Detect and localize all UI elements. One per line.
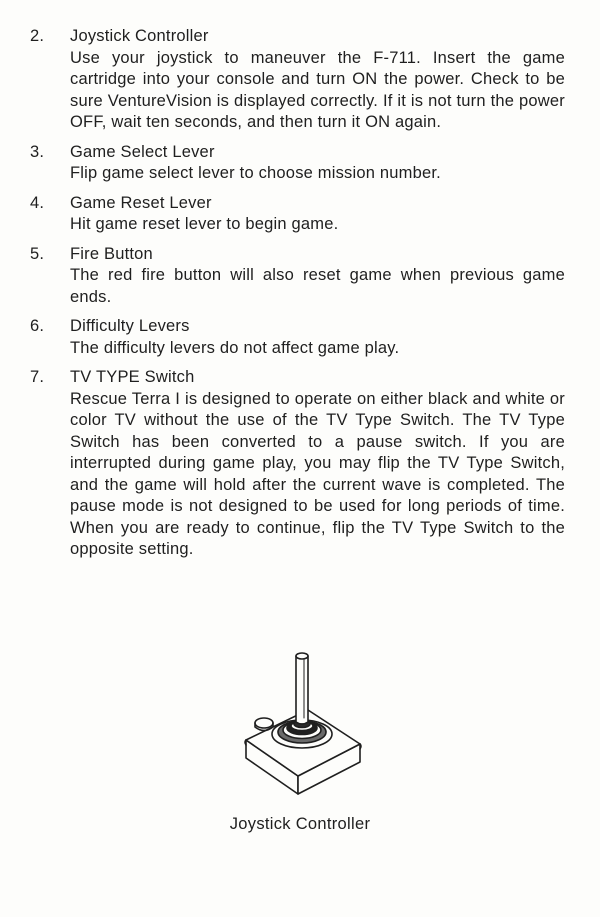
item-heading: Fire Button <box>70 244 153 263</box>
item-description: Hit game reset lever to begin game. <box>70 215 339 233</box>
list-item <box>30 244 565 309</box>
item-description: Flip game select lever to choose mission number. <box>70 164 441 182</box>
item-description: Use your joystick to maneuver the F-711. Insert the game cartridge into your console and turn ON the power. Check to be sure VentureVision is displayed correctly. If it is not turn the power OFF, wait ten seconds, and then turn it ON again. <box>70 48 565 131</box>
item-number: 7. <box>30 368 45 386</box>
item-heading: Joystick Controller <box>70 27 209 45</box>
item-body <box>70 244 565 309</box>
item-description: Rescue Terra I is designed to operate on either black and white or color TV without the use of the TV Type Switch. The TV Type Switch has been converted to a pause switch. If you are interrupted during game play, you may flip the TV Type Switch, and the game will hold after the current wave is completed. The pause mode is not designed to be used for long periods of time. When you are ready to continue, flip the TV Type Switch to the opposite setting. <box>70 389 565 558</box>
item-number: 5. <box>30 244 45 263</box>
list-item <box>30 26 565 134</box>
item-heading: TV TYPE Switch <box>70 368 195 386</box>
item-description: The difficulty levers do not affect game play. <box>70 338 400 357</box>
joystick-controller-icon <box>238 648 368 796</box>
list-item <box>30 193 565 236</box>
item-body <box>70 367 565 561</box>
list-item <box>30 142 565 185</box>
instruction-list <box>30 26 565 569</box>
item-body <box>70 316 565 359</box>
item-body <box>70 142 565 185</box>
item-number: 2. <box>30 27 45 45</box>
item-description: The red fire button will also reset game when previous game ends. <box>70 266 565 306</box>
item-body <box>70 26 565 134</box>
item-number: 6. <box>30 317 45 335</box>
item-heading: Difficulty Levers <box>70 317 190 335</box>
item-heading: Game Reset Lever <box>70 193 212 212</box>
item-number: 4. <box>30 193 45 212</box>
item-number: 3. <box>30 142 45 161</box>
item-heading: Game Select Lever <box>70 142 215 161</box>
list-item <box>30 367 565 561</box>
item-body <box>70 193 565 236</box>
figure-caption: Joystick Controller <box>229 815 371 833</box>
list-item <box>30 316 565 359</box>
